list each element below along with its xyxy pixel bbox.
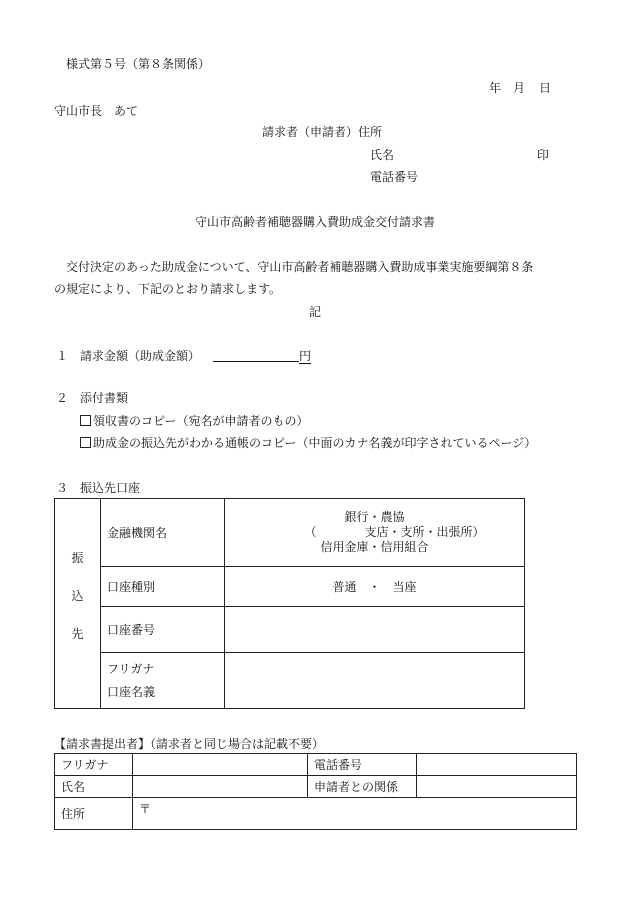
section3-number: ３ (56, 481, 69, 495)
submitter-phone-field[interactable] (417, 754, 577, 776)
document-title: 守山市高齢者補聴器購入費助成金交付請求書 (194, 215, 435, 229)
section1-number: １ (56, 349, 69, 363)
transfer-side-label: 振 込 先 (55, 499, 101, 709)
submitter-address-label: 住所 (55, 798, 133, 830)
applicant-name-label: 氏名 (370, 148, 395, 162)
account-number-label: 口座番号 (101, 607, 225, 653)
account-type-field[interactable]: 普通 ・ 当座 (225, 567, 525, 607)
checkbox-icon[interactable] (80, 415, 91, 426)
date-month: 月 (513, 81, 526, 95)
checkbox-icon[interactable] (80, 437, 91, 448)
submitter-name-field[interactable] (133, 776, 308, 798)
submitter-furigana-label: フリガナ (55, 754, 133, 776)
attachment-item[interactable]: 助成金の振込先がわかる通帳のコピー（中面のカナ名義が印字されているページ） (80, 436, 536, 450)
institution-field[interactable]: 銀行・農協 （ 支店・支所・出張所） 信用金庫・信用組合 (225, 499, 525, 567)
postal-mark-icon: 〒 (139, 802, 152, 816)
seal-mark: 印 (537, 148, 550, 162)
body-line-1: 交付決定のあった助成金について、守山市高齢者補聴器購入費助成事業実施要綱第８条 (66, 260, 534, 274)
applicant-address-label: 請求者（申請者）住所 (262, 125, 383, 139)
attachment-item[interactable]: 領収書のコピー（宛名が申請者のもの） (80, 414, 309, 428)
account-holder-label: フリガナ 口座名義 (101, 653, 225, 709)
submitter-furigana-field[interactable] (133, 754, 308, 776)
account-holder-field[interactable] (225, 653, 525, 709)
submitter-name-label: 氏名 (55, 776, 133, 798)
submitter-table (54, 753, 577, 830)
submitter-relation-field[interactable] (417, 776, 577, 798)
institution-label: 金融機関名 (101, 499, 225, 567)
bank-account-table (54, 498, 525, 709)
addressee: 守山市長 あて (54, 104, 139, 118)
amount-field[interactable] (213, 349, 311, 363)
section1-label: 請求金額（助成金額） (80, 349, 201, 363)
section2-number: ２ (56, 391, 69, 405)
submitter-heading: 【請求書提出者】（請求者と同じ場合は記載不要） (54, 737, 325, 751)
date-year: 年 (489, 81, 502, 95)
form-number: 様式第５号（第８条関係） (66, 57, 211, 71)
submitter-address-field[interactable] (133, 798, 577, 830)
section2-label: 添付書類 (80, 391, 129, 405)
submitter-relation-label: 申請者との関係 (308, 776, 417, 798)
applicant-phone-label: 電話番号 (370, 170, 419, 184)
amount-unit: 円 (299, 349, 312, 363)
body-line-2: の規定により、下記のとおり請求します。 (54, 282, 282, 296)
section3-label: 振込先口座 (80, 481, 141, 495)
date-day: 日 (539, 81, 552, 95)
account-number-field[interactable] (225, 607, 525, 653)
submitter-phone-label: 電話番号 (308, 754, 417, 776)
ki-label: 記 (308, 305, 321, 319)
account-type-label: 口座種別 (101, 567, 225, 607)
